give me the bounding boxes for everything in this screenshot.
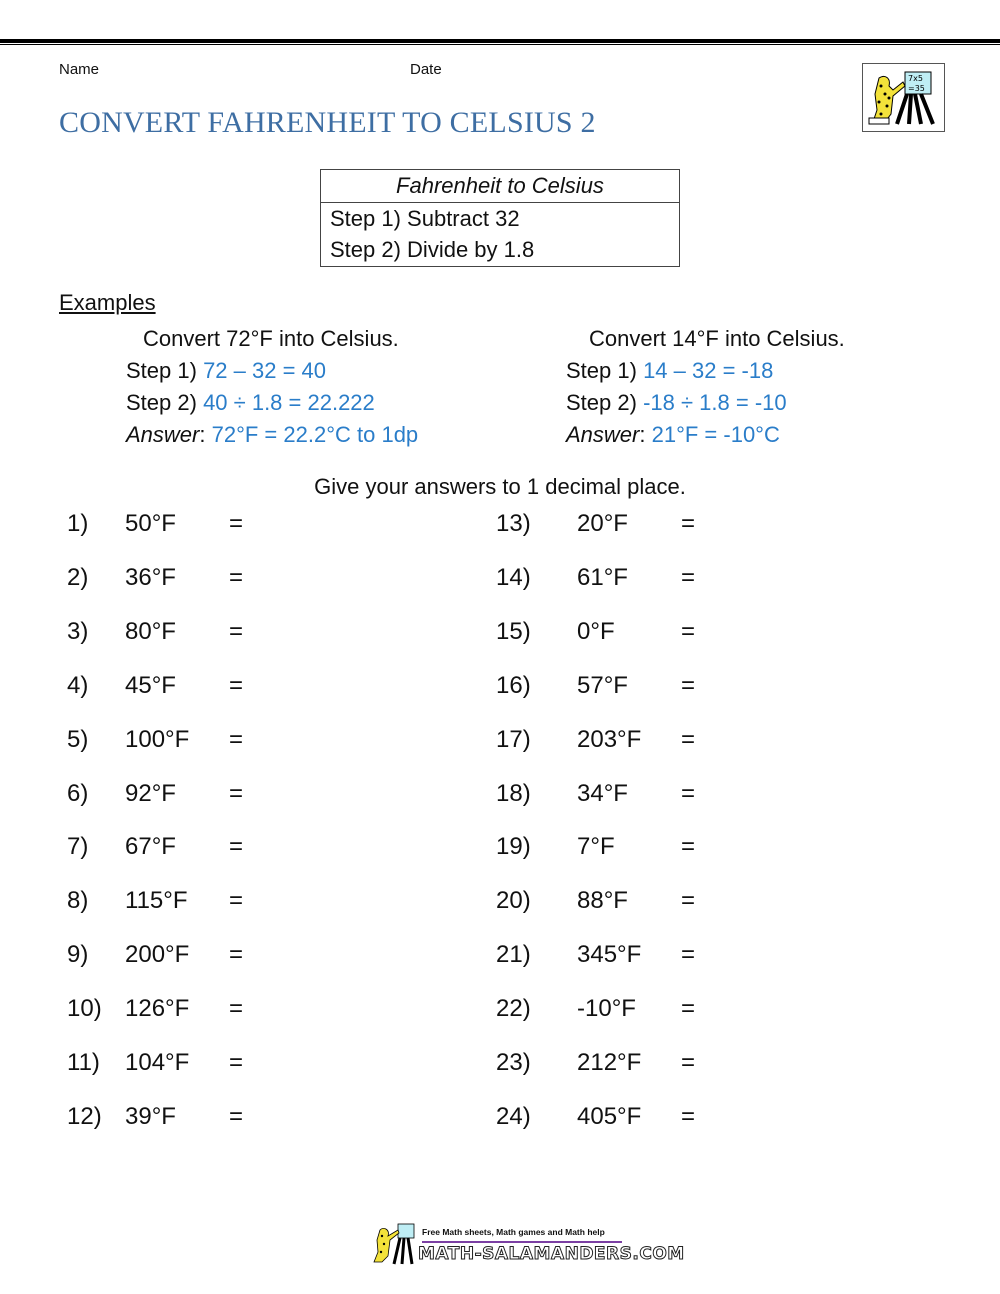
question-number: 7) xyxy=(67,833,89,861)
answer-equals-sign: = xyxy=(229,617,244,645)
question-number: 24) xyxy=(496,1102,531,1130)
question-fahrenheit-value: 405°F xyxy=(577,1102,642,1130)
answer-equals-sign: = xyxy=(681,779,696,807)
example-step-2: Step 2) -18 ÷ 1.8 = -10 xyxy=(566,390,787,415)
example-answer: Answer: 72°F = 22.2°C to 1dp xyxy=(126,422,419,447)
header-rule-thick xyxy=(0,39,1000,43)
method-step-2: Step 2) Divide by 1.8 xyxy=(330,237,535,262)
page-title: CONVERT FAHRENHEIT TO CELSIUS 2 xyxy=(59,106,596,139)
question-number: 16) xyxy=(496,671,531,699)
answer-equals-sign: = xyxy=(229,887,244,915)
example-heading: Convert 72°F into Celsius. xyxy=(143,326,399,351)
name-label: Name xyxy=(59,61,100,78)
question-fahrenheit-value: 61°F xyxy=(577,563,628,591)
example-step-2: Step 2) 40 ÷ 1.8 = 22.222 xyxy=(126,390,375,415)
svg-text:7x5: 7x5 xyxy=(908,74,923,83)
question-number: 12) xyxy=(67,1102,102,1130)
question-fahrenheit-value: 0°F xyxy=(577,617,615,645)
question-number: 11) xyxy=(67,1049,100,1076)
answer-equals-sign: = xyxy=(681,725,696,753)
question-fahrenheit-value: 80°F xyxy=(125,617,176,645)
question-number: 8) xyxy=(67,887,89,915)
answer-equals-sign: = xyxy=(229,725,244,753)
question-number: 19) xyxy=(496,833,531,861)
question-number: 4) xyxy=(67,671,89,699)
question-number: 9) xyxy=(67,941,89,969)
question-number: 18) xyxy=(496,779,531,807)
question-fahrenheit-value: 126°F xyxy=(125,995,190,1023)
question-fahrenheit-value: 50°F xyxy=(125,510,176,537)
question-fahrenheit-value: 20°F xyxy=(577,510,628,537)
answer-equals-sign: = xyxy=(681,833,696,861)
question-fahrenheit-value: 36°F xyxy=(125,563,176,591)
answer-equals-sign: = xyxy=(229,779,244,807)
answer-equals-sign: = xyxy=(229,563,244,591)
answer-equals-sign: = xyxy=(681,1102,696,1130)
question-number: 6) xyxy=(67,779,89,807)
question-fahrenheit-value: 212°F xyxy=(577,1049,642,1076)
question-number: 10) xyxy=(67,995,102,1023)
answer-equals-sign: = xyxy=(681,887,696,915)
answer-equals-sign: = xyxy=(681,510,696,537)
question-fahrenheit-value: 39°F xyxy=(125,1102,176,1130)
method-box xyxy=(320,169,680,267)
question-fahrenheit-value: -10°F xyxy=(577,995,636,1023)
answer-equals-sign: = xyxy=(681,671,696,699)
question-number: 2) xyxy=(67,563,89,591)
footer-logo-icon xyxy=(372,1222,420,1266)
question-fahrenheit-value: 100°F xyxy=(125,725,190,753)
answer-equals-sign: = xyxy=(229,1049,244,1076)
question-fahrenheit-value: 92°F xyxy=(125,779,176,807)
footer-tagline: Free Math sheets, Math games and Math help xyxy=(422,1227,605,1237)
method-step-1: Step 1) Subtract 32 xyxy=(330,206,520,231)
answer-equals-sign: = xyxy=(229,671,244,699)
question-number: 21) xyxy=(496,941,531,969)
footer-branding xyxy=(372,1222,685,1268)
question-number: 20) xyxy=(496,887,531,915)
question-fahrenheit-value: 345°F xyxy=(577,941,642,969)
answer-equals-sign: = xyxy=(681,941,696,969)
example-heading: Convert 14°F into Celsius. xyxy=(589,326,845,351)
question-number: 1) xyxy=(67,510,89,537)
example-step-1: Step 1) 72 – 32 = 40 xyxy=(126,358,327,383)
question-fahrenheit-value: 45°F xyxy=(125,671,176,699)
question-fahrenheit-value: 67°F xyxy=(125,833,176,861)
question-number: 3) xyxy=(67,617,89,645)
salamander-easel-logo-icon xyxy=(862,63,945,132)
answer-equals-sign: = xyxy=(229,941,244,969)
examples-label: Examples xyxy=(59,290,156,315)
footer-divider xyxy=(422,1241,622,1243)
answer-equals-sign: = xyxy=(681,1049,696,1076)
instructions: Give your answers to 1 decimal place. xyxy=(314,474,686,499)
answer-equals-sign: = xyxy=(229,510,244,537)
question-number: 14) xyxy=(496,563,531,591)
answer-equals-sign: = xyxy=(229,995,244,1023)
question-number: 17) xyxy=(496,725,531,753)
date-label: Date xyxy=(410,61,442,78)
question-fahrenheit-value: 88°F xyxy=(577,887,628,915)
question-number: 22) xyxy=(496,995,531,1023)
question-fahrenheit-value: 203°F xyxy=(577,725,642,753)
question-number: 13) xyxy=(496,510,531,537)
method-heading: Fahrenheit to Celsius xyxy=(321,170,679,203)
question-fahrenheit-value: 7°F xyxy=(577,833,615,861)
answer-equals-sign: = xyxy=(681,617,696,645)
header-rule-thin xyxy=(0,44,1000,45)
question-number: 15) xyxy=(496,617,531,645)
question-number: 23) xyxy=(496,1049,531,1076)
answer-equals-sign: = xyxy=(229,1102,244,1130)
question-fahrenheit-value: 57°F xyxy=(577,671,628,699)
question-number: 5) xyxy=(67,725,89,753)
question-fahrenheit-value: 104°F xyxy=(125,1049,190,1076)
answer-equals-sign: = xyxy=(229,833,244,861)
question-fahrenheit-value: 34°F xyxy=(577,779,628,807)
answer-equals-sign: = xyxy=(681,995,696,1023)
answer-equals-sign: = xyxy=(681,563,696,591)
question-fahrenheit-value: 115°F xyxy=(125,887,188,915)
example-step-1: Step 1) 14 – 32 = -18 xyxy=(566,358,774,383)
question-fahrenheit-value: 200°F xyxy=(125,941,190,969)
svg-text:=35: =35 xyxy=(908,84,925,93)
footer-site-name: MATH-SALAMANDERS.COM xyxy=(418,1244,685,1264)
example-answer: Answer: 21°F = -10°C xyxy=(566,422,780,447)
